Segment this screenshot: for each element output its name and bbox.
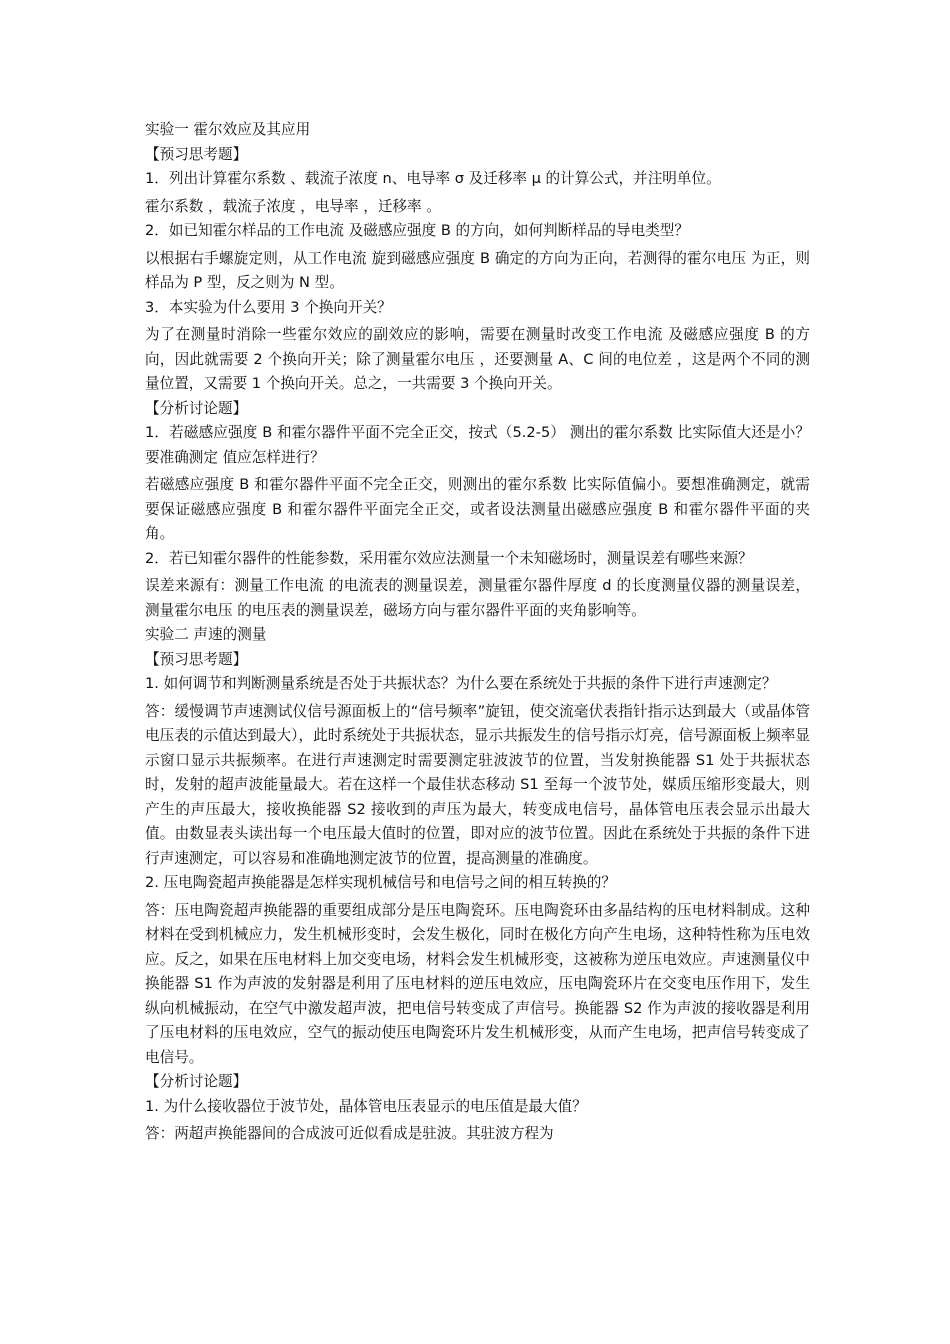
question-paragraph: 1. 如何调节和判断测量系统是否处于共振状态？为什么要在系统处于共振的条件下进行声速测定？ [145,675,777,692]
answer-paragraph: 误差来源有：测量工作电流 的电流表的测量误差，测量霍尔器件厚度 d 的长度测量仪器的测量误差，测量霍尔电压 的电压表的测量误差，磁场方向与霍尔器件平面的夹角影响等。 [145,577,810,619]
experiment-2-title: 实验二 声速的测量 [145,626,267,643]
question-paragraph: 3．本实验为什么要用 3 个换向开关？ [145,298,392,316]
question-paragraph: 2．若已知霍尔器件的性能参数，采用霍尔效应法测量一个未知磁场时，测量误差有哪些来源？ [145,549,753,567]
question-paragraph: 1．列出计算霍尔系数 、载流子浓度 n、电导率 σ 及迁移率 μ 的计算公式，并注明单位。 [145,170,721,187]
question-paragraph: 1. 为什么接收器位于波节处，晶体管电压表显示的电压值是最大值？ [145,1097,587,1115]
section-heading-preview-questions: 【预习思考题】 [145,650,248,668]
answer-paragraph: 以根据右手螺旋定则，从工作电流 旋到磁感应强度 B 确定的方向为正向，若测得的霍尔电压 为正，则样品为 P 型，反之则为 N 型。 [145,249,810,291]
answer-paragraph: 答：压电陶瓷超声换能器的重要组成部分是压电陶瓷环。压电陶瓷环由多晶结构的压电材料制成。这种材料在受到机械应力，发生机械形变时，会发生极化，同时在极化方向产生电场，这种特性称为压电效应。反之，如果在压电材料上加交变电场，材料会发生机械形变，这被称为逆压电效应。声速测量仪中换能器 S1 作为声波的发射器是利用了压电材料的逆压电效应，压电陶瓷环片在交变电压作用下，发生纵向机械振动，在空气中激发超声波，把电信号转变成了声信号。换能器 S2 作为声波的接收器是利用了压电材料的压电效应，空气的振动使压电陶瓷环片发生机械形变，从而产生电场，把声信号转变成了电信号。 [145,901,810,1066]
section-heading-preview-questions: 【预习思考题】 [145,145,248,163]
experiment-1-title: 实验一 霍尔效应及其应用 [145,121,311,138]
answer-paragraph: 为了在测量时消除一些霍尔效应的副效应的影响，需要在测量时改变工作电流 及磁感应强度 B 的方向，因此就需要 2 个换向开关；除了测量霍尔电压 ，还要测量 A、C 间的电位差 ，这是两个不同的测量位置，又需要 1 个换向开关。总之，一共需要 3 个换向开关。 [145,326,810,392]
answer-paragraph: 霍尔系数 ，载流子浓度 ，电导率 ，迁移率 。 [145,197,441,215]
answer-paragraph: 若磁感应强度 B 和霍尔器件平面不完全正交，则测出的霍尔系数 比实际值偏小。要想准确测定，就需要保证磁感应强度 B 和霍尔器件平面完全正交，或者设法测量出磁感应强度 B 和霍尔器件平面的夹角。 [145,476,810,542]
section-heading-discussion-questions: 【分析讨论题】 [145,1073,248,1090]
question-paragraph: 2．如已知霍尔样品的工作电流 及磁感应强度 B 的方向，如何判断样品的导电类型？ [145,222,689,239]
section-heading-discussion-questions: 【分析讨论题】 [145,399,248,417]
question-paragraph: 1．若磁感应强度 B 和霍尔器件平面不完全正交，按式（5.2-5） 测出的霍尔系数 比实际值大还是小？要准确测定 值应怎样进行？ [145,424,810,466]
answer-paragraph: 答：两超声换能器间的合成波可近似看成是驻波。其驻波方程为 [145,1125,554,1142]
question-paragraph: 2. 压电陶瓷超声换能器是怎样实现机械信号和电信号之间的相互转换的？ [145,874,616,891]
document-page [145,118,810,1147]
answer-paragraph: 答：缓慢调节声速测试仪信号源面板上的“信号频率”旋钮，使交流毫伏表指针指示达到最大（或晶体管电压表的示值达到最大），此时系统处于共振状态，显示共振发生的信号指示灯亮，信号源面板上频率显示窗口显示共振频率。在进行声速测定时需要测定驻波波节的位置，当发射换能器 S1 处于共振状态时，发射的超声波能量最大。若在这样一个最佳状态移动 S1 至每一个波节处，媒质压缩形变最大，则产生的声压最大，接收换能器 S2 接收到的声压为最大，转变成电信号，晶体管电压表会显示出最大值。由数显表头读出每一个电压最大值时的位置，即对应的波节位置。因此在系统处于共振的条件下进行声速测定，可以容易和准确地测定波节的位置，提高测量的准确度。 [145,702,810,867]
